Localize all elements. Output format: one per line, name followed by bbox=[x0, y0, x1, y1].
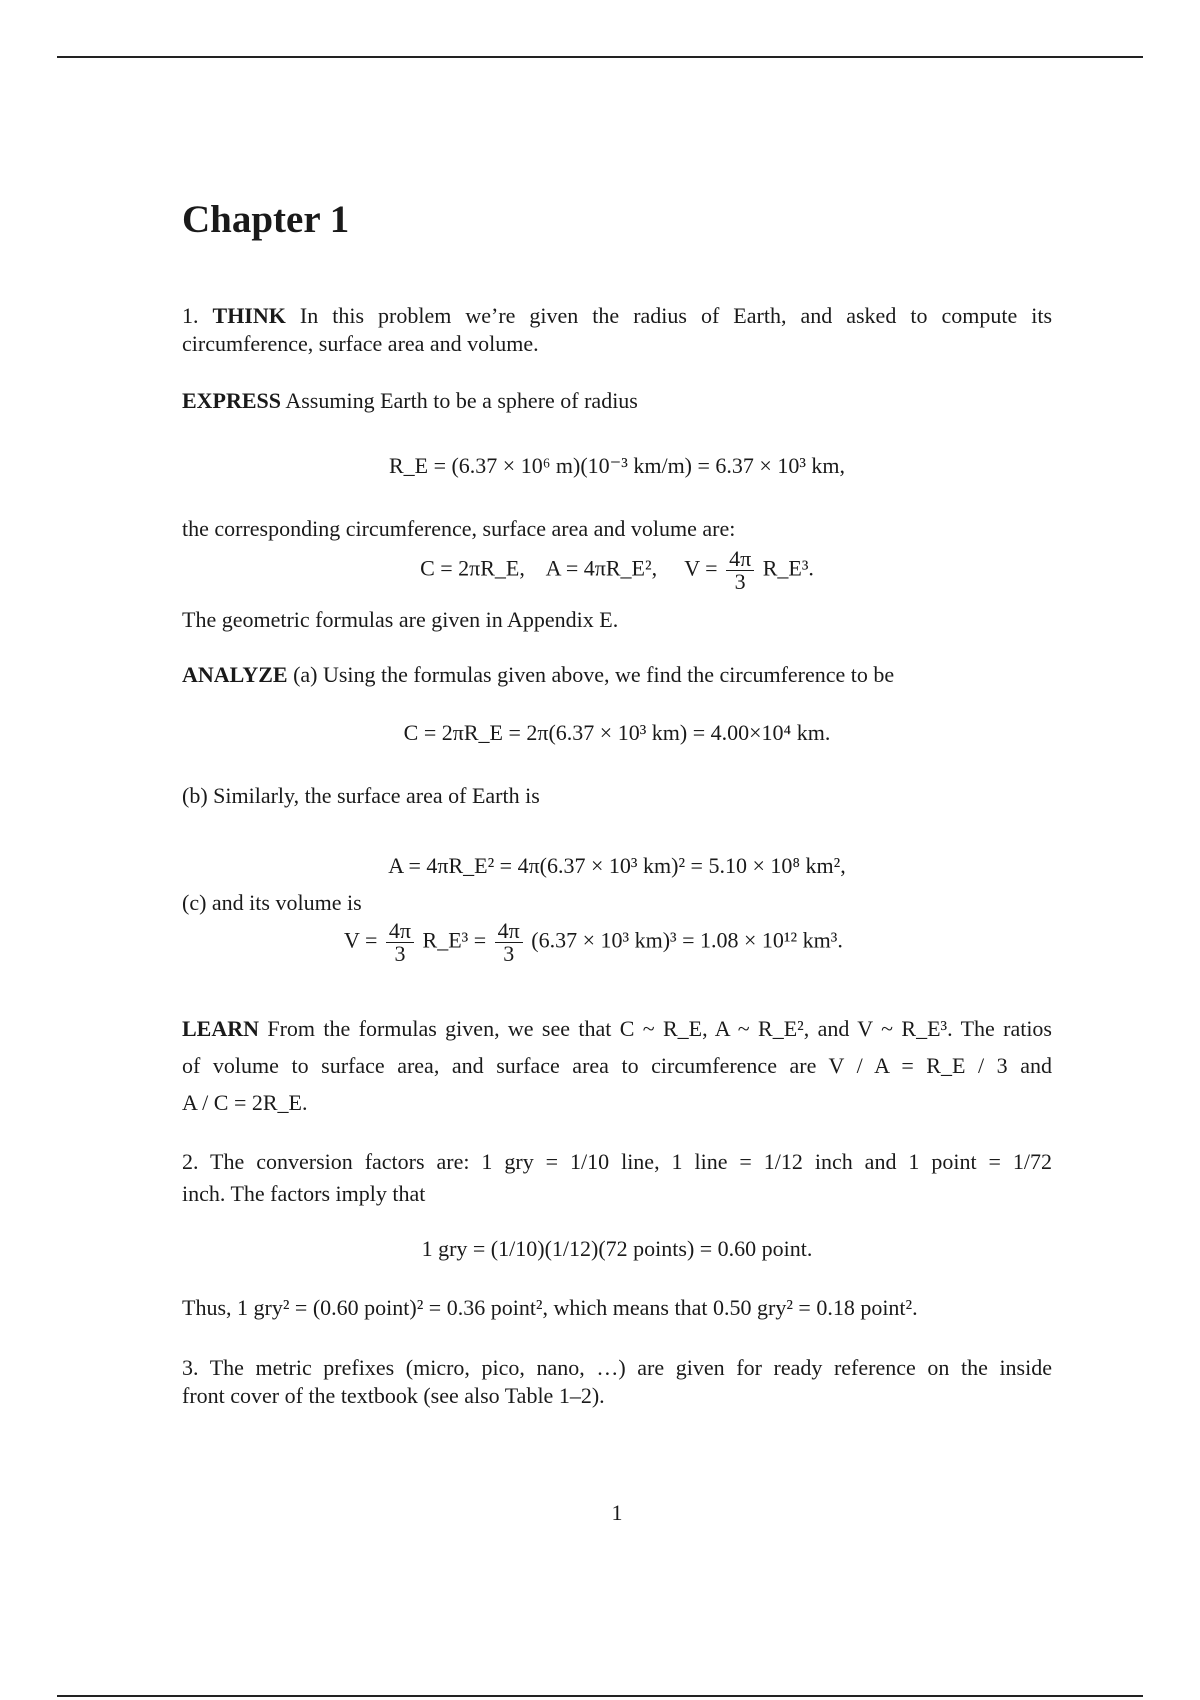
problem-3 bbox=[182, 1354, 1052, 1410]
equation-formulas bbox=[182, 548, 1052, 593]
problem-2-line-1: 2. The conversion factors are: 1 gry = 1/10 line, 1 line = 1/12 inch and 1 point = 1/72 bbox=[182, 1149, 1052, 1174]
learn-label: LEARN bbox=[182, 1016, 260, 1041]
volume-fraction-1 bbox=[386, 920, 414, 965]
learn-text-1: From the formulas given, we see that C ~ R_E, A ~ R_E², and V ~ R_E³. The ratios bbox=[267, 1016, 1052, 1041]
express-text: Assuming Earth to be a sphere of radius bbox=[285, 388, 638, 413]
think-label: THINK bbox=[212, 303, 286, 328]
chapter-title: Chapter 1 bbox=[182, 198, 350, 241]
part-c-text: (c) and its volume is bbox=[182, 890, 362, 915]
express-label: EXPRESS bbox=[182, 388, 282, 413]
part-b-text: (b) Similarly, the surface area of Earth is bbox=[182, 783, 540, 808]
appendix-note: The geometric formulas are given in Appendix E. bbox=[182, 607, 619, 632]
bottom-rule bbox=[57, 1695, 1143, 1697]
fraction-numerator: 4π bbox=[726, 548, 754, 571]
analyze-text: (a) Using the formulas given above, we find the circumference to be bbox=[293, 662, 895, 687]
volume-lhs: V = bbox=[344, 927, 378, 953]
formula-volume-lhs: V = bbox=[684, 555, 718, 581]
express-paragraph bbox=[182, 387, 1052, 415]
formula-circumference: C = 2πR_E, bbox=[420, 555, 525, 581]
volume-rhs: (6.37 × 10³ km)³ = 1.08 × 10¹² km³. bbox=[531, 927, 843, 953]
problem-2-line-2: inch. The factors imply that bbox=[182, 1181, 426, 1206]
think-text: In this problem we’re given the radius of Earth, and asked to compute its bbox=[299, 303, 1053, 328]
equation-area: A = 4πR_E² = 4π(6.37 × 10³ km)² = 5.10 × 10⁸ km², bbox=[388, 853, 846, 878]
learn-line-1 bbox=[182, 1010, 1052, 1047]
formula-volume-rhs: R_E³. bbox=[762, 555, 814, 581]
analyze-label: ANALYZE bbox=[182, 662, 288, 687]
think-line-2: circumference, surface area and volume. bbox=[182, 331, 539, 356]
problem-1-think bbox=[182, 302, 1052, 358]
problem-3-line-2: front cover of the textbook (see also Table 1–2). bbox=[182, 1383, 605, 1408]
volume-fraction-2-denominator: 3 bbox=[503, 941, 515, 966]
problem-number: 1. bbox=[182, 303, 199, 328]
volume-fraction-2 bbox=[495, 920, 523, 965]
learn-line-3: A / C = 2R_E. bbox=[182, 1090, 308, 1115]
volume-fraction-1-numerator: 4π bbox=[386, 920, 414, 943]
volume-fraction-2-numerator: 4π bbox=[495, 920, 523, 943]
learn-paragraph bbox=[182, 1010, 1052, 1121]
equation-gry: 1 gry = (1/10)(1/12)(72 points) = 0.60 point. bbox=[421, 1236, 813, 1261]
volume-mid: R_E³ = bbox=[422, 927, 487, 953]
formula-area: A = 4πR_E², bbox=[545, 555, 658, 581]
equation-circumference: C = 2πR_E = 2π(6.37 × 10³ km) = 4.00×10⁴ km. bbox=[403, 720, 831, 745]
learn-line-2: of volume to surface area, and surface area to circumference are V / A = R_E / 3 and bbox=[182, 1053, 1052, 1078]
volume-fraction-1-denominator: 3 bbox=[394, 941, 406, 966]
problem-2 bbox=[182, 1146, 1052, 1210]
problem-3-line-1: 3. The metric prefixes (micro, pico, nano, …) are given for ready reference on the inside bbox=[182, 1355, 1052, 1380]
express-followup: the corresponding circumference, surface area and volume are: bbox=[182, 516, 736, 541]
page-number: 1 bbox=[611, 1500, 623, 1525]
equation-volume bbox=[344, 920, 843, 965]
think-line-1 bbox=[182, 302, 1052, 330]
top-rule bbox=[57, 56, 1143, 58]
equation-radius: R_E = (6.37 × 10⁶ m)(10⁻³ km/m) = 6.37 × 10³ km, bbox=[388, 453, 846, 478]
analyze-paragraph bbox=[182, 661, 1052, 689]
fraction-denominator: 3 bbox=[734, 569, 746, 594]
fraction-4pi-over-3 bbox=[726, 548, 754, 593]
problem-2-conclusion: Thus, 1 gry² = (0.60 point)² = 0.36 point², which means that 0.50 gry² = 0.18 point². bbox=[182, 1295, 918, 1320]
